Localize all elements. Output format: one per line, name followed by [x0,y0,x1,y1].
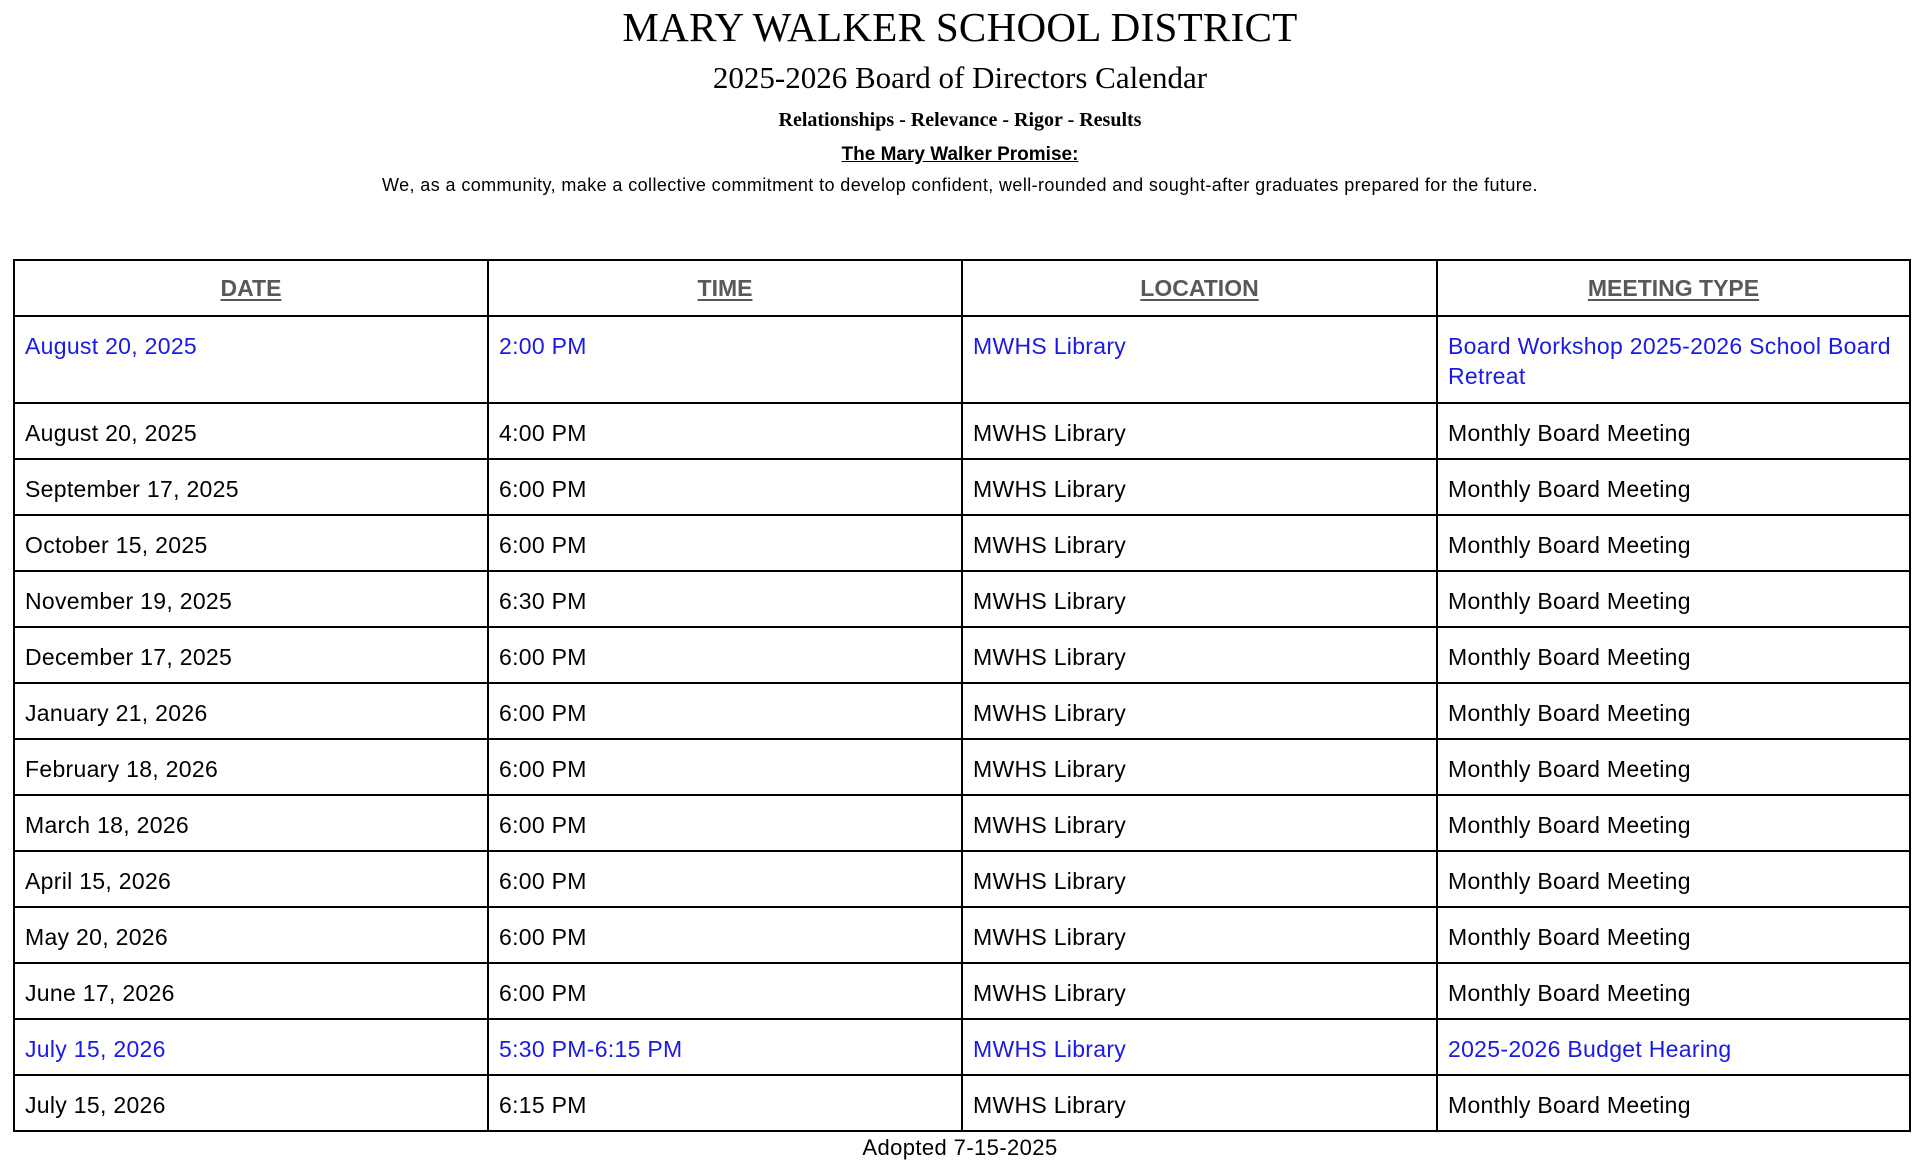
time-cell: 2:00 PM [488,316,962,403]
date-cell: September 17, 2025 [14,459,488,515]
date-cell: July 15, 2026 [14,1019,488,1075]
table-row [14,907,1910,963]
date-cell: November 19, 2025 [14,571,488,627]
meeting-type-cell: Monthly Board Meeting [1437,459,1910,515]
column-header-location: LOCATION [962,260,1437,316]
meeting-type-cell: Monthly Board Meeting [1437,851,1910,907]
location-cell: MWHS Library [962,851,1437,907]
location-cell: MWHS Library [962,739,1437,795]
location-cell: MWHS Library [962,571,1437,627]
location-cell: MWHS Library [962,1075,1437,1131]
time-cell: 6:00 PM [488,851,962,907]
meeting-type-cell: Monthly Board Meeting [1437,963,1910,1019]
table-row [14,403,1910,459]
board-calendar-table [13,259,1911,1132]
date-cell: August 20, 2025 [14,316,488,403]
district-title: MARY WALKER SCHOOL DISTRICT [622,4,1298,50]
date-cell: December 17, 2025 [14,627,488,683]
time-cell: 6:00 PM [488,963,962,1019]
promise-heading: The Mary Walker Promise: [841,144,1079,165]
date-cell: October 15, 2025 [14,515,488,571]
date-cell: March 18, 2026 [14,795,488,851]
location-cell: MWHS Library [962,795,1437,851]
location-cell: MWHS Library [962,403,1437,459]
meeting-type-cell: Monthly Board Meeting [1437,1075,1910,1131]
location-cell: MWHS Library [962,683,1437,739]
table-row [14,459,1910,515]
date-cell: July 15, 2026 [14,1075,488,1131]
table-row [14,963,1910,1019]
column-header-date: DATE [14,260,488,316]
table-row [14,1075,1910,1131]
adopted-date: Adopted 7-15-2025 [862,1135,1058,1160]
meeting-type-cell: Monthly Board Meeting [1437,795,1910,851]
meeting-type-cell: Monthly Board Meeting [1437,515,1910,571]
location-cell: MWHS Library [962,459,1437,515]
location-cell: MWHS Library [962,316,1437,403]
table-header-row [14,260,1910,316]
date-cell: April 15, 2026 [14,851,488,907]
time-cell: 4:00 PM [488,403,962,459]
table-row [14,316,1910,403]
table-row [14,571,1910,627]
column-header-meeting-type: MEETING TYPE [1437,260,1910,316]
time-cell: 6:00 PM [488,515,962,571]
table-row [14,515,1910,571]
meeting-type-cell: 2025-2026 Budget Hearing [1437,1019,1910,1075]
location-cell: MWHS Library [962,907,1437,963]
meeting-type-cell: Monthly Board Meeting [1437,683,1910,739]
meeting-type-cell: Monthly Board Meeting [1437,907,1910,963]
calendar-subtitle: 2025-2026 Board of Directors Calendar [712,60,1208,95]
location-cell: MWHS Library [962,1019,1437,1075]
table-row [14,627,1910,683]
location-cell: MWHS Library [962,627,1437,683]
location-cell: MWHS Library [962,963,1437,1019]
time-cell: 6:00 PM [488,459,962,515]
time-cell: 6:30 PM [488,571,962,627]
time-cell: 6:00 PM [488,683,962,739]
date-cell: May 20, 2026 [14,907,488,963]
meeting-type-cell: Board Workshop 2025-2026 School Board Retreat [1437,316,1910,403]
date-cell: January 21, 2026 [14,683,488,739]
time-cell: 6:00 PM [488,627,962,683]
meeting-type-cell: Monthly Board Meeting [1437,627,1910,683]
meeting-type-cell: Monthly Board Meeting [1437,403,1910,459]
table-row [14,851,1910,907]
meeting-type-cell: Monthly Board Meeting [1437,571,1910,627]
column-header-time: TIME [488,260,962,316]
meeting-type-cell: Monthly Board Meeting [1437,739,1910,795]
time-cell: 5:30 PM-6:15 PM [488,1019,962,1075]
location-cell: MWHS Library [962,515,1437,571]
time-cell: 6:00 PM [488,907,962,963]
date-cell: February 18, 2026 [14,739,488,795]
table-row [14,1019,1910,1075]
district-tagline: Relationships - Relevance - Rigor - Results [778,109,1142,131]
time-cell: 6:15 PM [488,1075,962,1131]
table-row [14,795,1910,851]
date-cell: August 20, 2025 [14,403,488,459]
time-cell: 6:00 PM [488,739,962,795]
table-row [14,739,1910,795]
promise-statement: We, as a community, make a collective commitment to develop confident, well-rounded and sought-after graduates prepared for the future. [382,175,1538,195]
table-row [14,683,1910,739]
time-cell: 6:00 PM [488,795,962,851]
date-cell: June 17, 2026 [14,963,488,1019]
